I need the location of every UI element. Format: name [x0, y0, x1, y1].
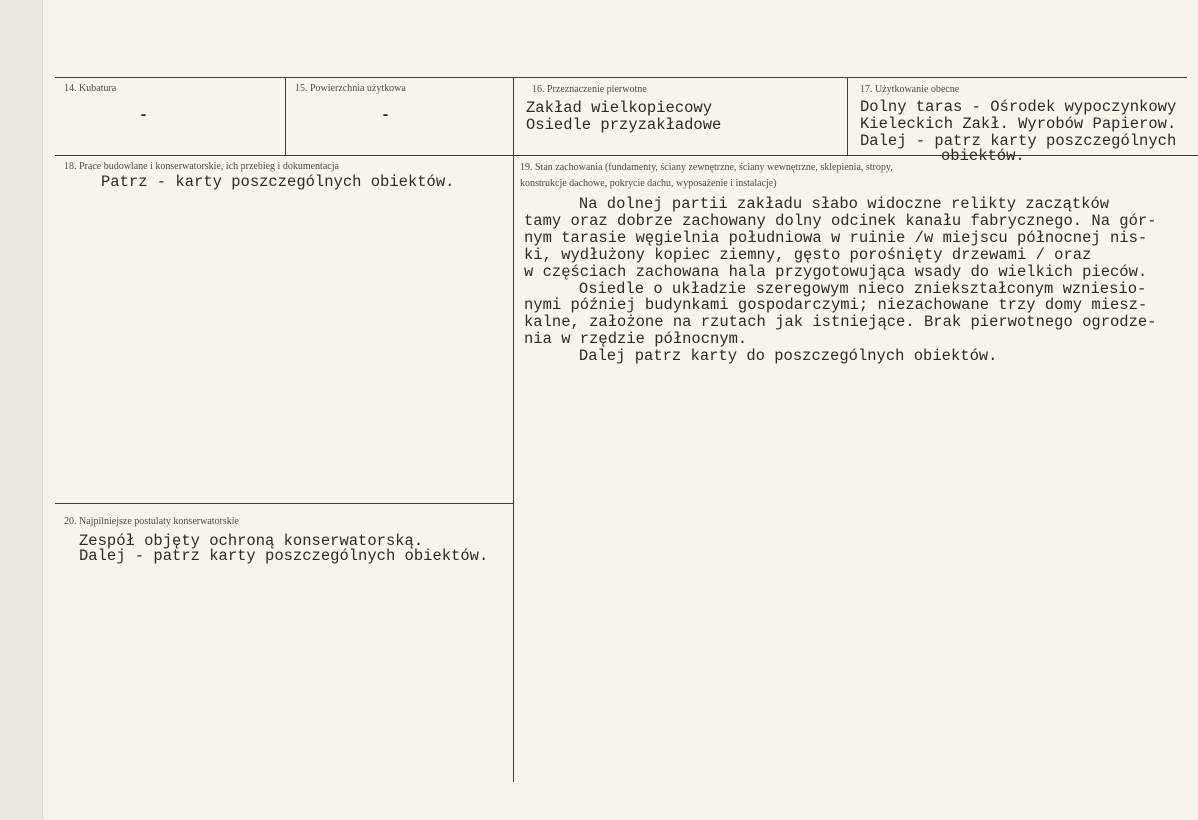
field-16-label: 16. Przeznaczenie pierwotne — [532, 84, 647, 95]
field-20-line: Dalej - patrz karty poszczególnych obiektów. — [79, 547, 489, 565]
top-rule — [55, 77, 1187, 78]
field-18-line: Patrz - karty poszczególnych obiektów. — [101, 173, 455, 191]
rule-18-20 — [55, 503, 513, 504]
field-19-label: 19. Stan zachowania (fundamenty, ściany zewnętrzne, ściany wewnętrzne, sklepienia, stropy, — [520, 162, 893, 173]
field-19-line: ki, wydłużony kopiec ziemny, gęsto porośnięty drzewami / oraz — [524, 246, 1092, 264]
field-19-line: kalne, założone na rzutach jak istniejące. Brak pierwotnego ogrodze- — [524, 313, 1157, 331]
divider-15-16 — [513, 77, 514, 782]
field-19-line: Na dolnej partii zakładu słabo widoczne relikty zaczątków — [551, 195, 1110, 213]
mid-rule — [55, 155, 1198, 156]
field-14-value: - — [139, 107, 149, 124]
field-19-line: Dalej patrz karty do poszczególnych obiektów. — [551, 347, 998, 365]
field-16-line: Zakład wielkopiecowy — [526, 99, 713, 117]
divider-16-17 — [847, 77, 848, 155]
field-19-line: w częściach zachowana hala przygotowująca wsady do wielkich pieców. — [524, 263, 1148, 281]
field-19-line: tamy oraz dobrze zachowany dolny odcinek kanału fabrycznego. Na gór- — [524, 212, 1157, 230]
field-19-line: nym tarasie węgielnia południowa w ruinie /w miejscu północnej nis- — [524, 229, 1148, 247]
field-20-label: 20. Najpilniejsze postulaty konserwatorskie — [64, 516, 239, 527]
field-17-label: 17. Użytkowanie obecne — [860, 84, 960, 95]
field-19-label-cont: konstrukcje dachowe, pokrycie dachu, wyposażenie i instalacje) — [520, 178, 777, 189]
field-16-line: Osiedle przyzakładowe — [526, 116, 722, 134]
field-18-label: 18. Prace budowlane i konserwatorskie, ich przebieg i dokumentacja — [64, 161, 339, 172]
field-15-value: - — [381, 107, 391, 124]
field-19-line: nia w rzędzie północnym. — [524, 330, 748, 348]
field-17-line: Dolny taras - Ośrodek wypoczynkowy — [860, 98, 1177, 116]
divider-14-15 — [285, 77, 286, 155]
form-sheet — [42, 0, 1198, 820]
field-19-line: nymi później budynkami gospodarczymi; niezachowane trzy domy miesz- — [524, 296, 1148, 314]
field-17-line: Kieleckich Zakł. Wyrobów Papierow. — [860, 115, 1177, 133]
field-15-label: 15. Powierzchnia użytkowa — [295, 83, 406, 94]
field-14-label: 14. Kubatura — [64, 83, 117, 94]
field-20-line: Zespół objęty ochroną konserwatorską. — [79, 532, 424, 550]
field-19-line: Osiedle o układzie szeregowym nieco zniekształconym wzniesio- — [551, 280, 1147, 298]
field-17-line: obiektów. — [941, 147, 1025, 165]
field-17-line: Dalej - patrz karty poszczególnych — [860, 132, 1177, 150]
